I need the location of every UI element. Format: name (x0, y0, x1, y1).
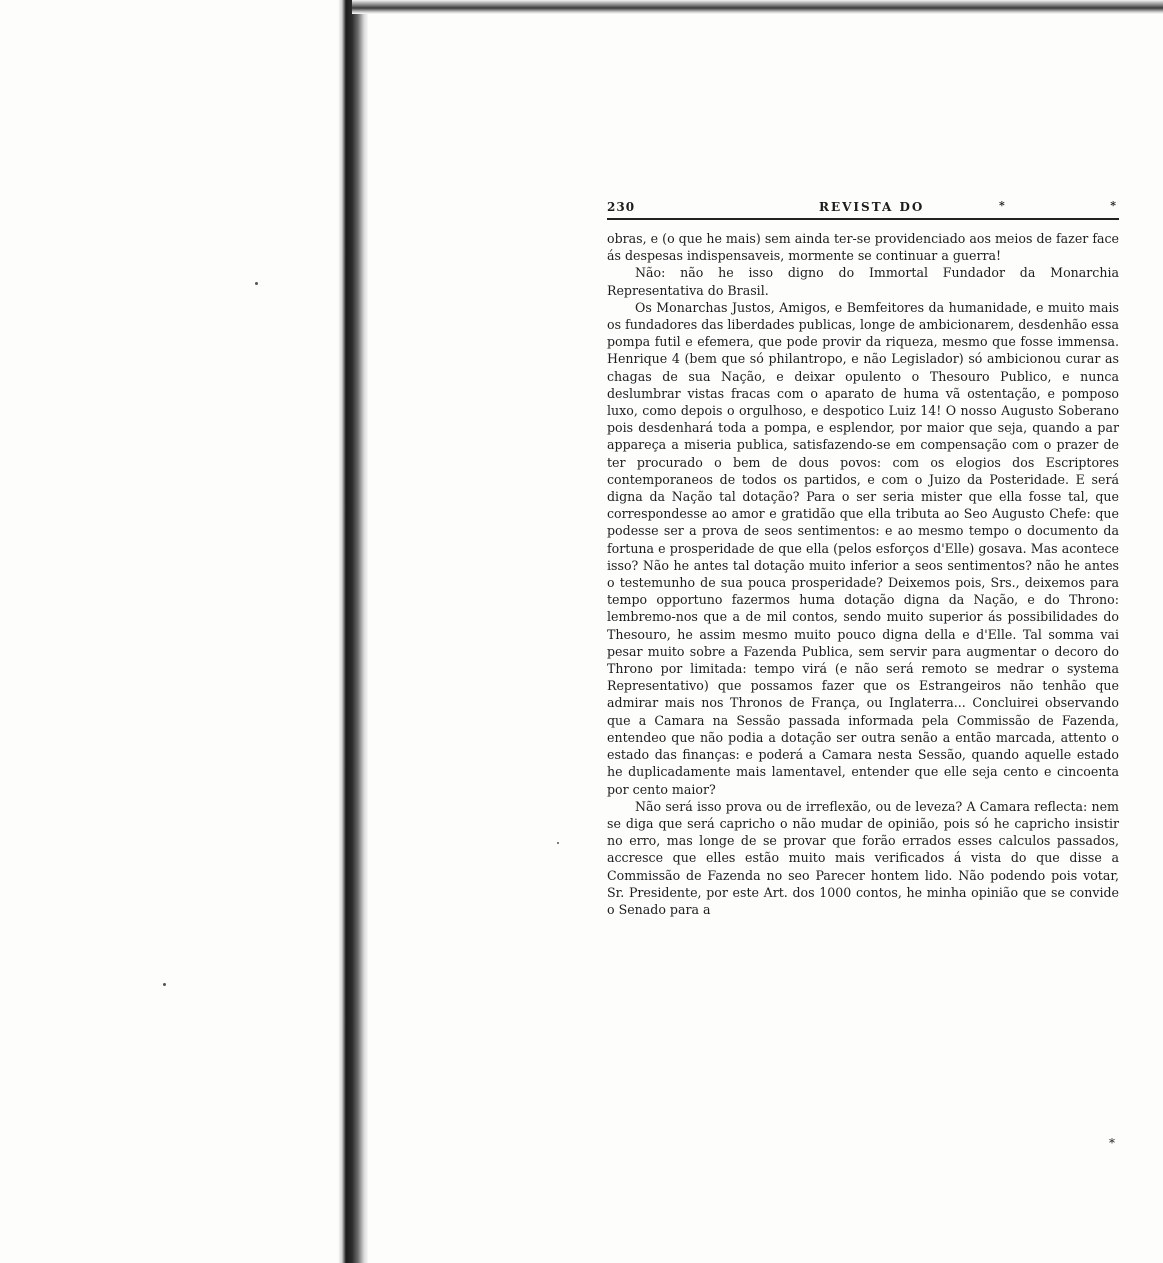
header-ornament: * (999, 199, 1006, 212)
running-header (607, 196, 1119, 220)
catchword: * (1109, 1136, 1115, 1150)
page-number: 230 (607, 200, 636, 214)
scan-speck (255, 282, 258, 285)
header-ornament: * (1110, 199, 1117, 212)
scan-speck (163, 983, 166, 986)
book-spine (338, 0, 368, 1263)
paragraph: obras, e (o que he mais) sem ainda ter-se providenciado aos meios de fazer face ás despesas indispensaveis, mormente se continuar a guerra! (607, 231, 1119, 264)
scan-speck (557, 842, 559, 844)
book-top-edge (352, 0, 1163, 14)
body-text (607, 230, 1119, 918)
paragraph: Não: não he isso digno do Immortal Fundador da Monarchia Representativa do Brasil. (607, 265, 1119, 298)
text-page (607, 196, 1119, 1150)
paragraph: Não será isso prova ou de irreflexão, ou de leveza? A Camara reflecta: nem se diga que será capricho o não mudar de opinião, pois só he capricho insistir no erro, mas longe de se provar que forão errados esses calculos passados, accresce que elles estão muito mais verificados á vista do que disse a Commissão de Fazenda no seo Parecer hontem lido. Não podendo pois votar, Sr. Presidente, por este Art. dos 1000 contos, he minha opinião que se convide o Senado para a (607, 798, 1119, 917)
running-title: REVISTA DO (819, 200, 925, 214)
paragraph: Os Monarchas Justos, Amigos, e Bemfeitores da humanidade, e muito mais os fundadores das liberdades publicas, longe de ambicionarem, desdenhão essa pompa futil e efemera, que pode provir da riqueza, mesmo que fosse immensa. Henrique 4 (bem que só philantropo, e não Legislador) só ambicionou curar as chagas de sua Nação, e deixar opulento o Thesouro Publico, e nunca deslumbrar vistas fracas com o aparato de huma vã ostentação, e pomposo luxo, como depois o orgulhoso, e despotico Luiz 14! O nosso Augusto Soberano pois desdenhará toda a pompa, e esplendor, por maior que seja, quando a par appareça a miseria publica, satisfazendo-se em compensação com o prazer de ter procurado o bem de dous povos: com os elogios dos Escriptores contemporaneos de todos os partidos, e com o Juizo da Posteridade. E será digna da Nação tal dotação? Para o ser seria mister que ella fosse tal, que correspondesse ao amor e gratidão que ella tributa ao Seo Augusto Chefe: que podesse ser a prova de seos sentimentos: e ao mesmo tempo o documento da fortuna e prosperidade de que ella (pelos esforços d'Elle) gosava. Mas acontece isso? Não he antes tal dotação muito inferior a seos sentimentos? não he antes o testemunho de sua pouca prosperidade? Deixemos pois, Srs., deixemos para tempo opportuno fazermos huma dotação digna da Nação, e do Throno: lembremo-nos que a de mil contos, sendo muito superior ás possibilidades do Thesouro, he assim mesmo muito pouco digna della e d'Elle. Tal somma vai pesar muito sobre a Fazenda Publica, sem servir para augmentar o decoro do Throno por limitada: tempo virá (e não será remoto se medrar o systema Representativo) que possamos fazer que os Estrangeiros não tenhão que admirar mais nos Thronos de França, ou Inglaterra... Concluirei observando que a Camara na Sessão passada informada pela Commissão de Fazenda, entendeo que não podia a dotação ser outra senão a então marcada, attento o estado das finanças: e poderá a Camara nesta Sessão, quando aquelle estado he duplicadamente mais lamentavel, entender que elle seja cento e cincoenta por cento maior? (607, 299, 1119, 797)
